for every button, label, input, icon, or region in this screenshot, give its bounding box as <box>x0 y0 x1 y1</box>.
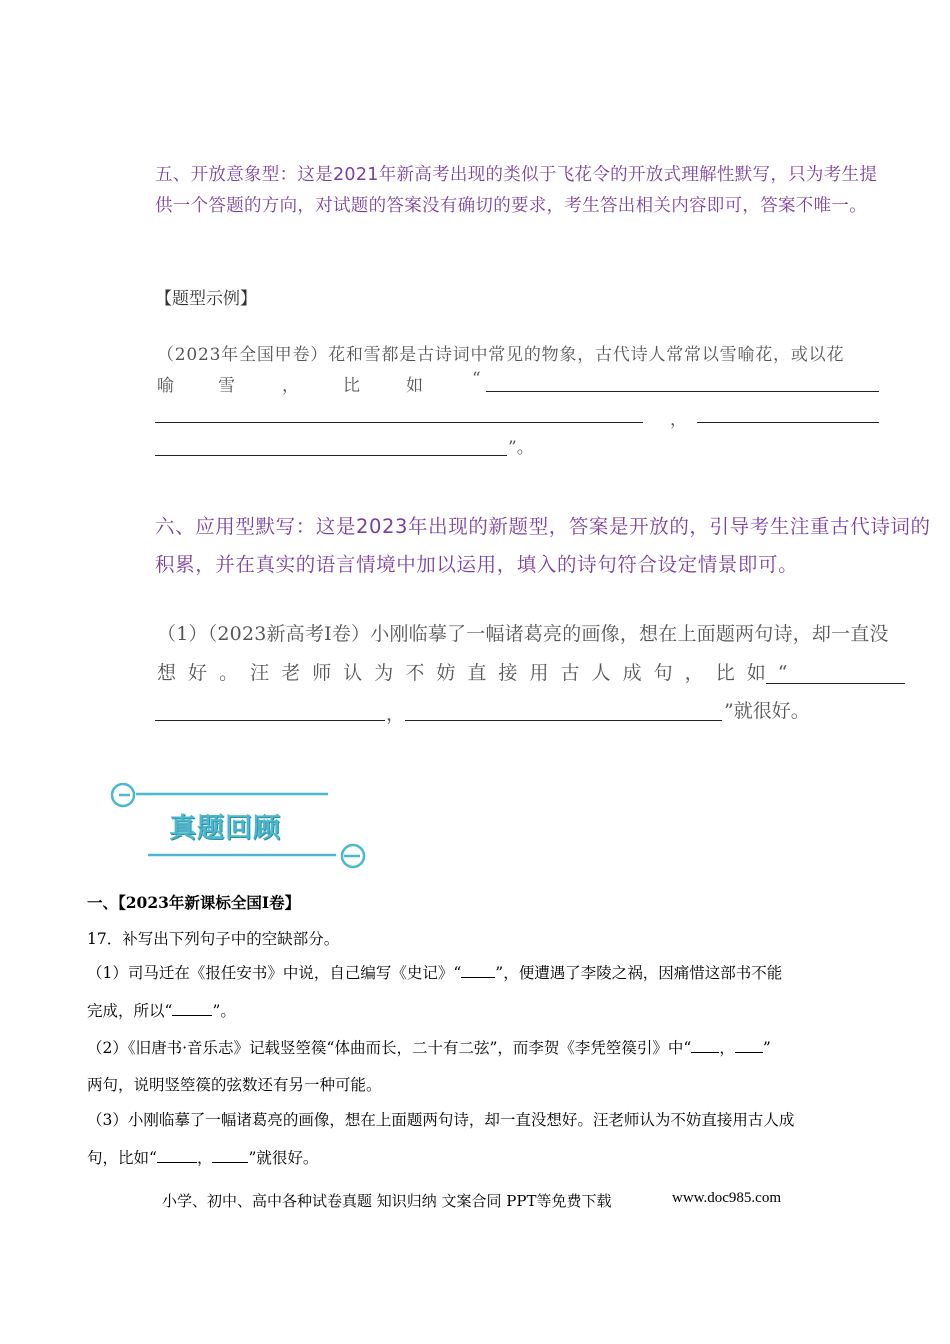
review-heading: 一、【2023年新课标全国Ⅰ卷】 <box>87 893 301 912</box>
answer-blank-line[interactable] <box>486 391 879 392</box>
example2-line1: （1）（2023新高考Ⅰ卷）小刚临摹了一幅诸葛亮的画像，想在上面题两句诗，却一直没 <box>157 623 889 645</box>
footer-text: 小学、初中、高中各种试卷真题 知识归纳 文案合同 PPT等免费下载 <box>162 1192 612 1210</box>
q1-text-c: 完成，所以“ <box>87 1002 173 1020</box>
review-banner-title: 真题回顾 <box>169 813 281 844</box>
q1-text-a: （1）司马迁在《报任安书》中说，自己编写《史记》“ <box>87 964 462 982</box>
example-char: 比 <box>343 376 360 396</box>
answer-blank-line[interactable] <box>766 683 905 684</box>
section6-line2: 积累，并在真实的语言情境中加以运用，填入的诗句符合设定情景即可。 <box>155 553 799 576</box>
section6-line1: 六、应用型默写：这是2023年出现的新题型，答案是开放的，引导考生注重古代诗词的 <box>155 515 931 538</box>
q1-text-d: ”。 <box>212 1002 236 1020</box>
example-close: ”。 <box>508 438 534 458</box>
question-1-line2 <box>87 1001 236 1021</box>
question-1-line1 <box>87 963 782 983</box>
example-char: 雪 <box>218 376 235 396</box>
example-char: 如 <box>406 376 423 396</box>
q2-text-a: （2）《旧唐书·音乐志》记载竖箜篌“体曲而长，二十有二弦”，而李贺《李凭箜篌引》中“ <box>87 1039 692 1057</box>
q1-blank-2[interactable] <box>172 1001 212 1016</box>
answer-blank-line[interactable] <box>155 455 507 456</box>
question-2-line2: 两句，说明竖箜篌的弦数还有另一种可能。 <box>87 1076 382 1094</box>
q2-text-b: ” <box>762 1039 771 1057</box>
example-open-quote: “ <box>472 369 481 389</box>
example-char: 喻 <box>157 376 174 396</box>
q2-sep: ， <box>719 1039 735 1057</box>
section5-paragraph: 五、开放意象型：这是2021年新高考出现的类似于飞花令的开放式理解性默写，只为考生提供一个答题的方向，对试题的答案没有确切的要求，考生答出相关内容即可，答案不唯一。 <box>155 165 878 216</box>
q2-blank-2[interactable] <box>735 1038 763 1053</box>
question-3-line1: （3）小刚临摹了一幅诸葛亮的画像，想在上面题两句诗，却一直没想好。汪老师认为不妨直接用古人成 <box>87 1111 795 1129</box>
q3-sep: ， <box>196 1149 213 1167</box>
q3-blank-1[interactable] <box>157 1148 197 1163</box>
question-17: 17．补写出下列句子中的空缺部分。 <box>87 930 340 948</box>
example-char: ， <box>282 376 299 396</box>
footer-url[interactable]: www.doc985.com <box>672 1190 782 1206</box>
answer-blank-line[interactable] <box>155 720 385 721</box>
answer-blank-line[interactable] <box>697 422 879 423</box>
example-line1: （2023年全国甲卷）花和雪都是古诗词中常见的物象，古代诗人常常以雪喻花，或以花 <box>157 345 845 365</box>
answer-blank-line[interactable] <box>405 720 722 721</box>
answer-blank-line[interactable] <box>155 422 643 423</box>
q2-blank-1[interactable] <box>691 1038 719 1053</box>
question-2-line1 <box>87 1038 771 1058</box>
example2-tail: ”就很好。 <box>724 700 810 722</box>
q1-blank-1[interactable] <box>461 963 495 978</box>
example-comma: ， <box>670 410 687 430</box>
example2-line2: 想 好 。 汪 老 师 认 为 不 妨 直 接 用 古 人 成 句 ， 比 如 “ <box>157 662 791 684</box>
q1-text-b: ”，便遭遇了李陵之祸，因痛惜这部书不能 <box>495 964 783 982</box>
q3-text-b: 句，比如“ <box>87 1149 157 1167</box>
example-heading: 【题型示例】 <box>155 289 257 309</box>
question-3-line2 <box>87 1148 318 1168</box>
example2-comma: ， <box>386 703 406 725</box>
q3-text-c: ”就很好。 <box>248 1149 319 1167</box>
q3-blank-2[interactable] <box>212 1148 248 1163</box>
